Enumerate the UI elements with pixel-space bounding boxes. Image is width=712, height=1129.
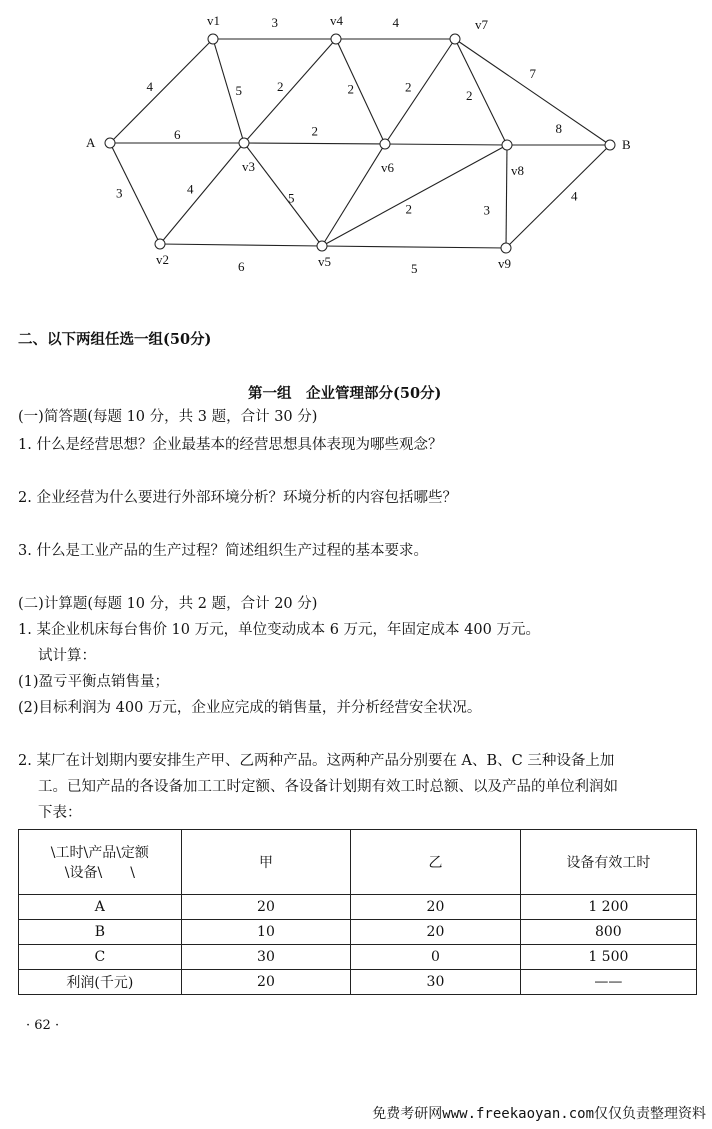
table-cell: B bbox=[19, 920, 182, 945]
table-cell: —— bbox=[520, 970, 696, 995]
edge-weight: 2 bbox=[311, 123, 318, 139]
graph-edge bbox=[455, 39, 610, 145]
edge-weight: 2 bbox=[466, 88, 473, 103]
edge-weight: 4 bbox=[187, 181, 194, 197]
calc-question-1: 1. 某企业机床每台售价 10 万元，单位变动成本 6 万元，年固定成本 400 万元。 bbox=[18, 622, 540, 638]
header-jia: 甲 bbox=[181, 830, 351, 895]
table-cell: 20 bbox=[351, 895, 521, 920]
node-label: v9 bbox=[498, 256, 511, 271]
question-1: 1. 什么是经营思想？企业最基本的经营思想具体表现为哪些观念？ bbox=[18, 437, 443, 453]
diagonal-header-cell bbox=[19, 830, 182, 895]
calc-q2-line2: 工。已知产品的各设备加工工时定额、各设备计划期有效工时总额、以及产品的单位利润如 bbox=[38, 779, 618, 795]
table-row bbox=[19, 945, 697, 970]
table-cell: A bbox=[19, 895, 182, 920]
node-label: v4 bbox=[330, 13, 343, 28]
table-cell: 30 bbox=[181, 945, 351, 970]
edge-weight: 2 bbox=[347, 81, 354, 97]
header-yi: 乙 bbox=[351, 830, 521, 895]
edge-weight: 4 bbox=[392, 15, 399, 30]
table-row bbox=[19, 970, 697, 995]
graph-node bbox=[380, 139, 390, 149]
node-label: B bbox=[622, 137, 631, 152]
graph-edge bbox=[455, 39, 507, 145]
section-title: 二、以下两组任选一组(50分) bbox=[18, 331, 212, 348]
graph-edge bbox=[506, 145, 610, 248]
question-2: 2. 企业经营为什么要进行外部环境分析？环境分析的内容包括哪些？ bbox=[18, 490, 457, 506]
table-cell: 1 500 bbox=[520, 945, 696, 970]
graph-node bbox=[239, 138, 249, 148]
edge-weight: 8 bbox=[555, 121, 562, 136]
node-label: v1 bbox=[207, 13, 220, 28]
table-cell: 20 bbox=[351, 920, 521, 945]
calc-q1-a: (1)盈亏平衡点销售量； bbox=[18, 674, 170, 690]
graph-node bbox=[605, 140, 615, 150]
table-cell: 800 bbox=[520, 920, 696, 945]
edge-weight: 5 bbox=[288, 190, 295, 206]
edge-weight: 2 bbox=[277, 79, 284, 94]
graph-edge bbox=[385, 39, 455, 144]
table-cell: 10 bbox=[181, 920, 351, 945]
part2-title: (二)计算题(每题 10 分，共 2 题，合计 20 分) bbox=[18, 596, 318, 612]
node-label: A bbox=[86, 135, 96, 150]
graph-edge bbox=[160, 244, 322, 246]
node-label: v2 bbox=[156, 252, 169, 267]
node-label: v5 bbox=[318, 254, 331, 269]
calc-try: 试计算： bbox=[38, 648, 96, 664]
table-cell: C bbox=[19, 945, 182, 970]
footer-watermark: 免费考研网www.freekaoyan.com仅仅负责整理资料 bbox=[372, 1106, 706, 1122]
table-cell: 20 bbox=[181, 970, 351, 995]
edge-weight: 4 bbox=[146, 79, 153, 94]
graph-edge bbox=[110, 39, 213, 143]
graph-edge bbox=[506, 145, 507, 248]
graph-edge bbox=[322, 246, 506, 248]
edge-weight: 5 bbox=[411, 261, 418, 276]
edge-weight: 3 bbox=[483, 202, 490, 218]
node-label: v7 bbox=[475, 17, 488, 32]
edge-weight: 6 bbox=[174, 127, 181, 142]
graph-node bbox=[501, 243, 511, 253]
header-hours: 设备有效工时 bbox=[520, 830, 696, 895]
graph-node bbox=[155, 239, 165, 249]
graph-node bbox=[331, 34, 341, 44]
edge-weight: 3 bbox=[116, 185, 123, 201]
graph-edge bbox=[160, 143, 244, 244]
group-title: 第一组 企业管理部分(50分) bbox=[248, 385, 442, 402]
edge-weight: 2 bbox=[405, 79, 412, 95]
calc-q2-line3: 下表： bbox=[38, 805, 82, 821]
graph-node bbox=[317, 241, 327, 251]
edge-weight: 7 bbox=[529, 66, 536, 81]
graph-node bbox=[450, 34, 460, 44]
graph-edge bbox=[322, 144, 385, 246]
graph-edge bbox=[244, 39, 336, 143]
graph-node bbox=[208, 34, 218, 44]
edge-weight: 4 bbox=[571, 188, 578, 204]
calc-q1-b: (2)目标利润为 400 万元，企业应完成的销售量，并分析经营安全状况。 bbox=[18, 700, 482, 716]
node-label: v6 bbox=[381, 160, 394, 175]
table-cell: 1 200 bbox=[520, 895, 696, 920]
graph-edge bbox=[322, 145, 507, 246]
graph-edge bbox=[244, 143, 385, 144]
node-label: v3 bbox=[242, 159, 255, 174]
table-cell: 0 bbox=[351, 945, 521, 970]
graph-edge bbox=[385, 144, 507, 145]
page-number: · 62 · bbox=[26, 1018, 60, 1033]
graph-edge bbox=[244, 143, 322, 246]
edge-weight: 3 bbox=[271, 15, 278, 30]
graph-edge bbox=[336, 39, 385, 144]
data-table bbox=[18, 829, 697, 995]
diag-header-line2: \设备\ \ bbox=[64, 865, 135, 881]
edge-weight: 2 bbox=[405, 201, 412, 217]
edge-weight: 5 bbox=[235, 83, 242, 98]
table-row bbox=[19, 895, 697, 920]
part1-title: (一)简答题(每题 10 分，共 3 题，合计 30 分) bbox=[18, 409, 318, 425]
graph-node bbox=[105, 138, 115, 148]
table-row bbox=[19, 920, 697, 945]
graph-node bbox=[502, 140, 512, 150]
node-label: v8 bbox=[511, 163, 524, 178]
table-cell: 利润(千元) bbox=[19, 970, 182, 995]
diag-header-line1: \工时\产品\定额 bbox=[50, 845, 149, 861]
table-cell: 30 bbox=[351, 970, 521, 995]
table-cell: 20 bbox=[181, 895, 351, 920]
edge-weight: 6 bbox=[238, 259, 245, 274]
table-header-row bbox=[19, 830, 697, 895]
network-graph bbox=[0, 0, 712, 280]
calc-q2-line1: 2. 某厂在计划期内要安排生产甲、乙两种产品。这两种产品分别要在 A、B、C 三种设备上加 bbox=[18, 753, 615, 769]
question-3: 3. 什么是工业产品的生产过程？简述组织生产过程的基本要求。 bbox=[18, 543, 428, 559]
